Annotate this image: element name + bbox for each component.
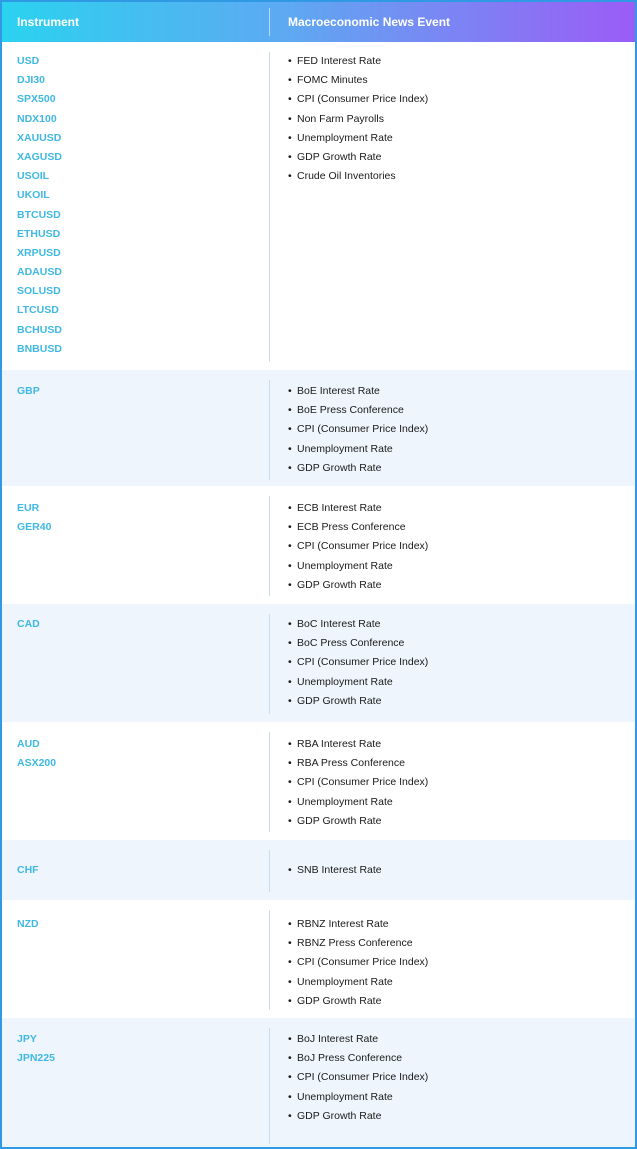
news-event-list	[288, 499, 428, 595]
news-event-item	[288, 793, 428, 812]
instrument-symbol: LTCUSD	[17, 304, 59, 317]
news-event-label: Unemployment Rate	[297, 1090, 393, 1103]
news-event-label: Unemployment Rate	[297, 975, 393, 988]
column-divider	[269, 910, 270, 1010]
news-event-label: BoE Press Conference	[297, 404, 404, 417]
table-row	[2, 604, 635, 722]
bullet-icon: •	[288, 540, 292, 553]
bullet-icon: •	[288, 618, 292, 630]
news-event-label: GDP Growth Rate	[297, 994, 382, 1007]
news-event-item	[288, 673, 428, 692]
news-event-item	[288, 459, 428, 478]
instrument-symbol: AUD	[17, 738, 40, 750]
news-event-label: GDP Growth Rate	[297, 694, 382, 707]
table-row	[2, 722, 635, 840]
news-event-item	[288, 71, 428, 90]
column-divider	[269, 614, 270, 714]
instrument-symbol: EUR	[17, 502, 40, 514]
column-divider	[269, 496, 270, 596]
table-header	[2, 2, 635, 42]
bullet-icon: •	[288, 675, 292, 688]
instrument-symbol: SPX500	[17, 93, 56, 106]
bullet-icon: •	[288, 975, 292, 988]
bullet-icon: •	[288, 521, 292, 534]
news-event-label: FED Interest Rate	[297, 55, 382, 67]
bullet-icon: •	[288, 694, 292, 707]
instrument-list	[17, 861, 39, 880]
instrument-symbol: ADAUSD	[17, 266, 62, 279]
news-event-list	[288, 52, 428, 186]
table-row	[2, 1018, 635, 1147]
news-event-item	[288, 148, 428, 167]
news-event-label: GDP Growth Rate	[297, 814, 382, 827]
news-event-label: SNB Interest Rate	[297, 864, 382, 876]
news-event-label: GDP Growth Rate	[297, 150, 382, 163]
column-divider	[269, 52, 270, 362]
bullet-icon: •	[288, 385, 292, 397]
news-event-list	[288, 615, 428, 711]
instrument-symbol: USD	[17, 55, 40, 67]
news-event-item	[288, 1049, 428, 1068]
bullet-icon: •	[288, 112, 292, 125]
news-event-item	[288, 537, 428, 556]
news-event-label: CPI (Consumer Price Index)	[297, 93, 429, 106]
news-event-item	[288, 576, 428, 595]
news-event-item	[288, 167, 428, 186]
table-row	[2, 370, 635, 486]
news-event-item	[288, 129, 428, 148]
bullet-icon: •	[288, 170, 292, 183]
bullet-icon: •	[288, 1109, 292, 1122]
bullet-icon: •	[288, 461, 292, 474]
bullet-icon: •	[288, 656, 292, 669]
news-event-item	[288, 110, 428, 129]
instrument-symbol: CHF	[17, 864, 39, 876]
news-event-item	[288, 1030, 428, 1049]
instrument-symbol: UKOIL	[17, 189, 50, 202]
news-event-label: BoC Interest Rate	[297, 618, 381, 630]
instrument-symbol: XRPUSD	[17, 246, 61, 259]
bullet-icon: •	[288, 956, 292, 969]
news-event-list	[288, 861, 382, 880]
bullet-icon: •	[288, 502, 292, 514]
news-event-label: GDP Growth Rate	[297, 461, 382, 474]
instrument-list	[17, 915, 39, 934]
bullet-icon: •	[288, 131, 292, 144]
bullet-icon: •	[288, 1090, 292, 1103]
bullet-icon: •	[288, 1052, 292, 1065]
instrument-list	[17, 499, 51, 537]
news-event-label: RBA Press Conference	[297, 757, 405, 770]
instrument-symbol: XAUUSD	[17, 131, 62, 144]
instrument-symbol: BNBUSD	[17, 342, 62, 355]
news-event-label: GDP Growth Rate	[297, 578, 382, 591]
instrument-symbol: SOLUSD	[17, 285, 61, 298]
table-row	[2, 900, 635, 1018]
news-event-label: CPI (Consumer Price Index)	[297, 423, 429, 436]
news-event-label: BoC Press Conference	[297, 637, 405, 650]
bullet-icon: •	[288, 814, 292, 827]
news-event-label: Unemployment Rate	[297, 795, 393, 808]
instrument-symbol: GER40	[17, 521, 52, 534]
instrument-symbol: CAD	[17, 618, 40, 630]
news-event-item	[288, 1107, 428, 1126]
news-event-label: RBA Interest Rate	[297, 738, 382, 750]
news-column-header: Macroeconomic News Event	[288, 15, 451, 29]
news-event-label: Unemployment Rate	[297, 675, 393, 688]
news-event-label: CPI (Consumer Price Index)	[297, 1071, 429, 1084]
bullet-icon: •	[288, 994, 292, 1007]
news-event-list	[288, 1030, 428, 1126]
news-event-label: CPI (Consumer Price Index)	[297, 956, 429, 969]
news-event-item	[288, 812, 428, 831]
news-event-item	[288, 653, 428, 672]
news-event-item	[288, 52, 428, 71]
news-event-item	[288, 1068, 428, 1087]
bullet-icon: •	[288, 1033, 292, 1045]
news-event-item	[288, 861, 382, 880]
news-event-list	[288, 382, 428, 478]
news-event-item	[288, 754, 428, 773]
bullet-icon: •	[288, 442, 292, 455]
instrument-list	[17, 1030, 55, 1068]
news-event-list	[288, 915, 428, 1011]
bullet-icon: •	[288, 637, 292, 650]
news-event-label: RBNZ Press Conference	[297, 937, 413, 950]
news-event-list	[288, 735, 428, 831]
column-divider	[269, 850, 270, 892]
bullet-icon: •	[288, 1071, 292, 1084]
news-event-label: Non Farm Payrolls	[297, 112, 384, 125]
bullet-icon: •	[288, 578, 292, 591]
news-event-item	[288, 1088, 428, 1107]
bullet-icon: •	[288, 74, 292, 87]
news-event-item	[288, 953, 428, 972]
news-event-item	[288, 90, 428, 109]
news-event-label: CPI (Consumer Price Index)	[297, 776, 429, 789]
bullet-icon: •	[288, 559, 292, 572]
news-event-item	[288, 615, 428, 634]
column-divider	[269, 380, 270, 480]
bullet-icon: •	[288, 93, 292, 106]
table-row	[2, 42, 635, 370]
bullet-icon: •	[288, 776, 292, 789]
instrument-list	[17, 735, 56, 773]
instrument-symbol: DJI30	[17, 74, 46, 87]
news-event-label: Unemployment Rate	[297, 442, 393, 455]
news-event-item	[288, 973, 428, 992]
news-event-item	[288, 420, 428, 439]
bullet-icon: •	[288, 404, 292, 417]
news-event-label: CPI (Consumer Price Index)	[297, 656, 429, 669]
table-row	[2, 840, 635, 900]
news-event-item	[288, 440, 428, 459]
news-event-label: GDP Growth Rate	[297, 1109, 382, 1122]
bullet-icon: •	[288, 918, 292, 930]
news-event-item	[288, 692, 428, 711]
bullet-icon: •	[288, 55, 292, 67]
news-event-item	[288, 382, 428, 401]
instrument-symbol: NDX100	[17, 112, 57, 125]
table-row	[2, 486, 635, 604]
news-event-label: CPI (Consumer Price Index)	[297, 540, 429, 553]
news-event-label: ECB Interest Rate	[297, 502, 382, 514]
bullet-icon: •	[288, 738, 292, 750]
news-event-item	[288, 557, 428, 576]
instrument-symbol: NZD	[17, 918, 39, 930]
news-event-label: Crude Oil Inventories	[297, 170, 396, 183]
header-divider	[269, 8, 270, 36]
news-event-label: RBNZ Interest Rate	[297, 918, 389, 930]
bullet-icon: •	[288, 757, 292, 770]
bullet-icon: •	[288, 150, 292, 163]
news-event-item	[288, 934, 428, 953]
news-event-item	[288, 499, 428, 518]
news-event-item	[288, 401, 428, 420]
news-event-label: Unemployment Rate	[297, 131, 393, 144]
instrument-symbol: BTCUSD	[17, 208, 61, 221]
news-event-item	[288, 915, 428, 934]
news-event-item	[288, 518, 428, 537]
news-event-item	[288, 634, 428, 653]
column-divider	[269, 1028, 270, 1144]
instrument-symbol: XAGUSD	[17, 150, 62, 163]
news-event-label: BoE Interest Rate	[297, 385, 380, 397]
instrument-symbol: USOIL	[17, 170, 50, 183]
instrument-symbol: JPN225	[17, 1052, 55, 1065]
bullet-icon: •	[288, 795, 292, 808]
news-event-label: FOMC Minutes	[297, 74, 368, 87]
news-event-label: ECB Press Conference	[297, 521, 406, 534]
column-divider	[269, 732, 270, 832]
news-event-label: BoJ Interest Rate	[297, 1033, 379, 1045]
bullet-icon: •	[288, 937, 292, 950]
news-event-item	[288, 992, 428, 1011]
bullet-icon: •	[288, 864, 292, 876]
instrument-column-header: Instrument	[17, 15, 80, 29]
news-event-label: Unemployment Rate	[297, 559, 393, 572]
news-event-item	[288, 735, 428, 754]
instrument-list	[17, 382, 40, 401]
news-event-label: BoJ Press Conference	[297, 1052, 403, 1065]
instrument-symbol: BCHUSD	[17, 323, 62, 336]
bullet-icon: •	[288, 423, 292, 436]
instrument-symbol: GBP	[17, 385, 40, 397]
instrument-list	[17, 615, 40, 634]
instrument-symbol: JPY	[17, 1033, 37, 1045]
instrument-list	[17, 52, 62, 359]
instrument-symbol: ASX200	[17, 757, 57, 770]
news-event-item	[288, 773, 428, 792]
instrument-symbol: ETHUSD	[17, 227, 61, 240]
